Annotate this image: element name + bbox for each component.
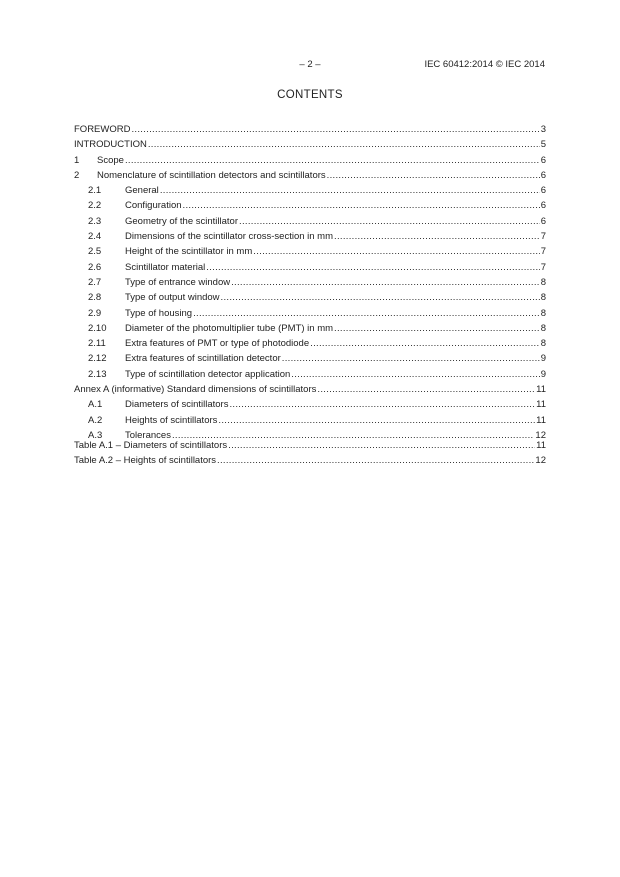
toc-entry-number: 2.6 bbox=[88, 261, 102, 273]
toc-entry-number: 2.11 bbox=[88, 338, 106, 350]
toc-entry-number: 2.8 bbox=[88, 292, 102, 304]
toc-entry-title: Type of scintillation detector application bbox=[125, 368, 291, 380]
toc-entry[interactable] bbox=[74, 382, 546, 397]
dot-leader bbox=[229, 397, 535, 412]
toc-entry-title: Type of output window bbox=[125, 292, 220, 304]
toc-entry-page: 7 bbox=[540, 261, 546, 273]
toc-entry-number: 2.4 bbox=[88, 231, 102, 243]
dot-leader bbox=[193, 306, 540, 321]
dot-leader bbox=[334, 229, 540, 244]
toc-entry-title: General bbox=[125, 185, 159, 197]
toc-entry-page: 6 bbox=[540, 169, 546, 181]
dot-leader bbox=[239, 214, 540, 229]
toc-entry-title: Extra features of PMT or type of photodiode bbox=[125, 338, 310, 350]
toc-entry[interactable] bbox=[74, 336, 546, 351]
dot-leader bbox=[206, 260, 539, 275]
toc-entry-title: Configuration bbox=[125, 200, 182, 212]
toc-entry[interactable] bbox=[74, 453, 546, 468]
toc-entry-page: 7 bbox=[540, 246, 546, 258]
toc-entry-page: 11 bbox=[536, 414, 546, 426]
table-of-contents bbox=[74, 122, 546, 443]
toc-entry[interactable] bbox=[74, 137, 546, 152]
dot-leader bbox=[160, 183, 540, 198]
dot-leader bbox=[310, 336, 540, 351]
toc-entry-number: 2 bbox=[74, 169, 80, 181]
contents-heading: CONTENTS bbox=[277, 89, 343, 101]
dot-leader bbox=[231, 275, 540, 290]
dot-leader bbox=[228, 438, 535, 453]
toc-entry-number: 2.12 bbox=[88, 353, 107, 365]
toc-entry-number: 2.5 bbox=[88, 246, 102, 258]
dot-leader bbox=[218, 413, 535, 428]
toc-entry-title: Scintillator material bbox=[125, 261, 206, 273]
dot-leader bbox=[282, 351, 540, 366]
toc-entry-page: 9 bbox=[540, 353, 546, 365]
list-of-tables bbox=[74, 438, 546, 469]
toc-entry[interactable] bbox=[74, 275, 546, 290]
toc-entry-page: 3 bbox=[540, 124, 546, 135]
toc-entry-page: 11 bbox=[536, 384, 546, 396]
toc-entry-page: 6 bbox=[540, 185, 546, 197]
dot-leader bbox=[183, 198, 540, 213]
toc-entry[interactable] bbox=[74, 122, 546, 137]
dot-leader bbox=[221, 290, 540, 305]
toc-entry-number: 2.3 bbox=[88, 215, 102, 227]
toc-entry[interactable] bbox=[74, 153, 546, 168]
toc-entry-number: 2.1 bbox=[88, 185, 102, 197]
toc-entry-title: Geometry of the scintillator bbox=[125, 215, 238, 227]
dot-leader bbox=[217, 453, 534, 468]
toc-entry-title: Height of the scintillator in mm bbox=[125, 246, 253, 258]
toc-entry[interactable] bbox=[74, 198, 546, 213]
toc-entry-title: Type of entrance window bbox=[125, 276, 231, 288]
toc-entry-title: Table A.1 – Diameters of scintillators bbox=[74, 440, 228, 451]
toc-entry-title: Type of housing bbox=[125, 307, 193, 319]
toc-entry-page: 6 bbox=[540, 200, 546, 212]
toc-entry[interactable] bbox=[74, 214, 546, 229]
toc-entry[interactable] bbox=[74, 351, 546, 366]
toc-entry-title: Scope bbox=[97, 154, 124, 166]
dot-leader bbox=[291, 367, 539, 382]
toc-entry[interactable] bbox=[74, 321, 546, 336]
toc-entry-title: Extra features of scintillation detector bbox=[125, 353, 281, 365]
toc-entry-page: 11 bbox=[536, 440, 546, 451]
toc-entry-page: 12 bbox=[535, 455, 546, 467]
toc-entry-title: Heights of scintillators bbox=[125, 414, 218, 426]
toc-entry-page: 11 bbox=[536, 399, 546, 411]
dot-leader bbox=[148, 137, 540, 152]
toc-entry-page: 8 bbox=[540, 292, 546, 304]
toc-entry-title: Table A.2 – Heights of scintillators bbox=[74, 455, 217, 467]
toc-entry-number: A.1 bbox=[88, 399, 103, 411]
toc-entry-title: Tolerances bbox=[125, 429, 171, 441]
toc-entry-number: 2.7 bbox=[88, 276, 102, 288]
toc-entry-page: 9 bbox=[540, 368, 546, 380]
toc-entry-number: 2.13 bbox=[88, 368, 107, 380]
toc-entry[interactable] bbox=[74, 367, 546, 382]
dot-leader bbox=[253, 244, 539, 259]
toc-entry-title: FOREWORD bbox=[74, 124, 131, 135]
toc-entry-page: 6 bbox=[540, 215, 546, 227]
toc-entry-page: 7 bbox=[540, 231, 546, 243]
toc-entry-page: 8 bbox=[540, 338, 546, 350]
toc-entry-page: 5 bbox=[540, 139, 546, 151]
toc-entry[interactable] bbox=[74, 168, 546, 183]
dot-leader bbox=[125, 153, 540, 168]
dot-leader bbox=[334, 321, 540, 336]
toc-entry-page: 8 bbox=[540, 307, 546, 319]
toc-entry-number: 2.10 bbox=[88, 322, 107, 334]
toc-entry[interactable] bbox=[74, 260, 546, 275]
toc-entry[interactable] bbox=[74, 183, 546, 198]
toc-entry[interactable] bbox=[74, 413, 546, 428]
dot-leader bbox=[317, 382, 535, 397]
toc-entry-number: 2.2 bbox=[88, 200, 102, 212]
toc-entry[interactable] bbox=[74, 244, 546, 259]
dot-leader bbox=[327, 168, 540, 183]
toc-entry-number: A.3 bbox=[88, 429, 103, 441]
standard-reference: IEC 60412:2014 © IEC 2014 bbox=[424, 59, 545, 70]
toc-entry[interactable] bbox=[74, 306, 546, 321]
toc-entry-title: Nomenclature of scintillation detectors and scintillators bbox=[97, 169, 326, 181]
toc-entry-number: 1 bbox=[74, 154, 80, 166]
toc-entry-page: 6 bbox=[540, 154, 546, 166]
toc-entry-number: A.2 bbox=[88, 414, 103, 426]
toc-entry-page: 12 bbox=[535, 429, 546, 441]
toc-entry-page: 8 bbox=[540, 276, 546, 288]
toc-entry-title: Annex A (informative) Standard dimensions of scintillators bbox=[74, 384, 317, 396]
toc-entry[interactable] bbox=[74, 397, 546, 412]
toc-entry[interactable] bbox=[74, 438, 546, 453]
dot-leader bbox=[131, 122, 539, 137]
toc-entry-title: INTRODUCTION bbox=[74, 139, 147, 151]
toc-entry-page: 8 bbox=[540, 322, 546, 334]
toc-entry[interactable] bbox=[74, 290, 546, 305]
toc-entry-number: 2.9 bbox=[88, 307, 102, 319]
toc-entry-title: Dimensions of the scintillator cross-section in mm bbox=[125, 231, 334, 243]
toc-entry[interactable] bbox=[74, 229, 546, 244]
toc-entry-title: Diameter of the photomultiplier tube (PMT) in mm bbox=[125, 322, 334, 334]
page-number: – 2 – bbox=[299, 59, 321, 70]
toc-entry-title: Diameters of scintillators bbox=[125, 399, 229, 411]
